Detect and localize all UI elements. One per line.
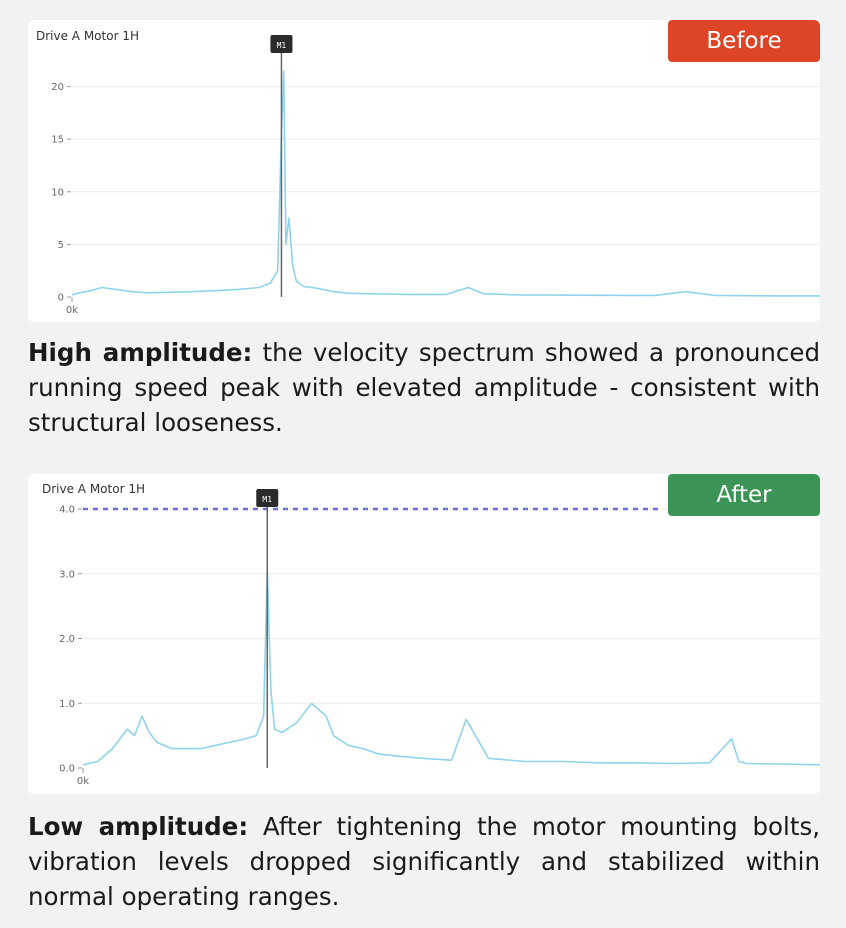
after-y-tick-label: 1.0 — [59, 698, 75, 710]
before-chart-card — [28, 20, 820, 322]
after-y-tick-label: 0.0 — [59, 763, 75, 775]
after-y-tick-label: 4.0 — [59, 504, 75, 516]
after-badge: After — [668, 474, 820, 516]
before-y-tick-label: 20 — [51, 82, 64, 94]
before-x-tick-label: 0k — [65, 305, 79, 316]
after-chart — [28, 474, 820, 794]
before-chart — [28, 20, 820, 322]
after-y-tick-label: 2.0 — [59, 634, 75, 645]
before-y-tick-label: 5 — [57, 239, 64, 251]
before-chart-title: Drive A Motor 1H — [36, 29, 139, 43]
after-chart-title: Drive A Motor 1H — [42, 482, 145, 496]
before-caption-text: the velocity spectrum showed a pronounced running speed peak with elevated amplitude - consistent with structural looseness. — [28, 338, 820, 437]
before-y-tick-label: 10 — [51, 187, 64, 199]
before-y-tick-label: 0 — [57, 292, 64, 304]
before-marker-label: M1 — [276, 41, 287, 50]
before-y-tick-label: 15 — [51, 134, 64, 146]
after-chart-card — [28, 474, 820, 794]
before-caption-bold: High amplitude: — [28, 338, 253, 367]
after-caption — [28, 809, 820, 914]
after-caption-text: After tightening the motor mounting bolts, vibration levels dropped significantly and stabilized within normal operating ranges. — [28, 812, 820, 911]
before-series-line — [72, 71, 820, 296]
after-marker-label: M1 — [262, 495, 273, 504]
before-caption — [28, 335, 820, 440]
after-series-line — [83, 571, 820, 765]
before-badge: Before — [668, 20, 820, 62]
after-x-tick-label: 0k — [76, 776, 90, 787]
after-caption-bold: Low amplitude: — [28, 812, 249, 841]
after-y-tick-label: 3.0 — [59, 569, 75, 581]
